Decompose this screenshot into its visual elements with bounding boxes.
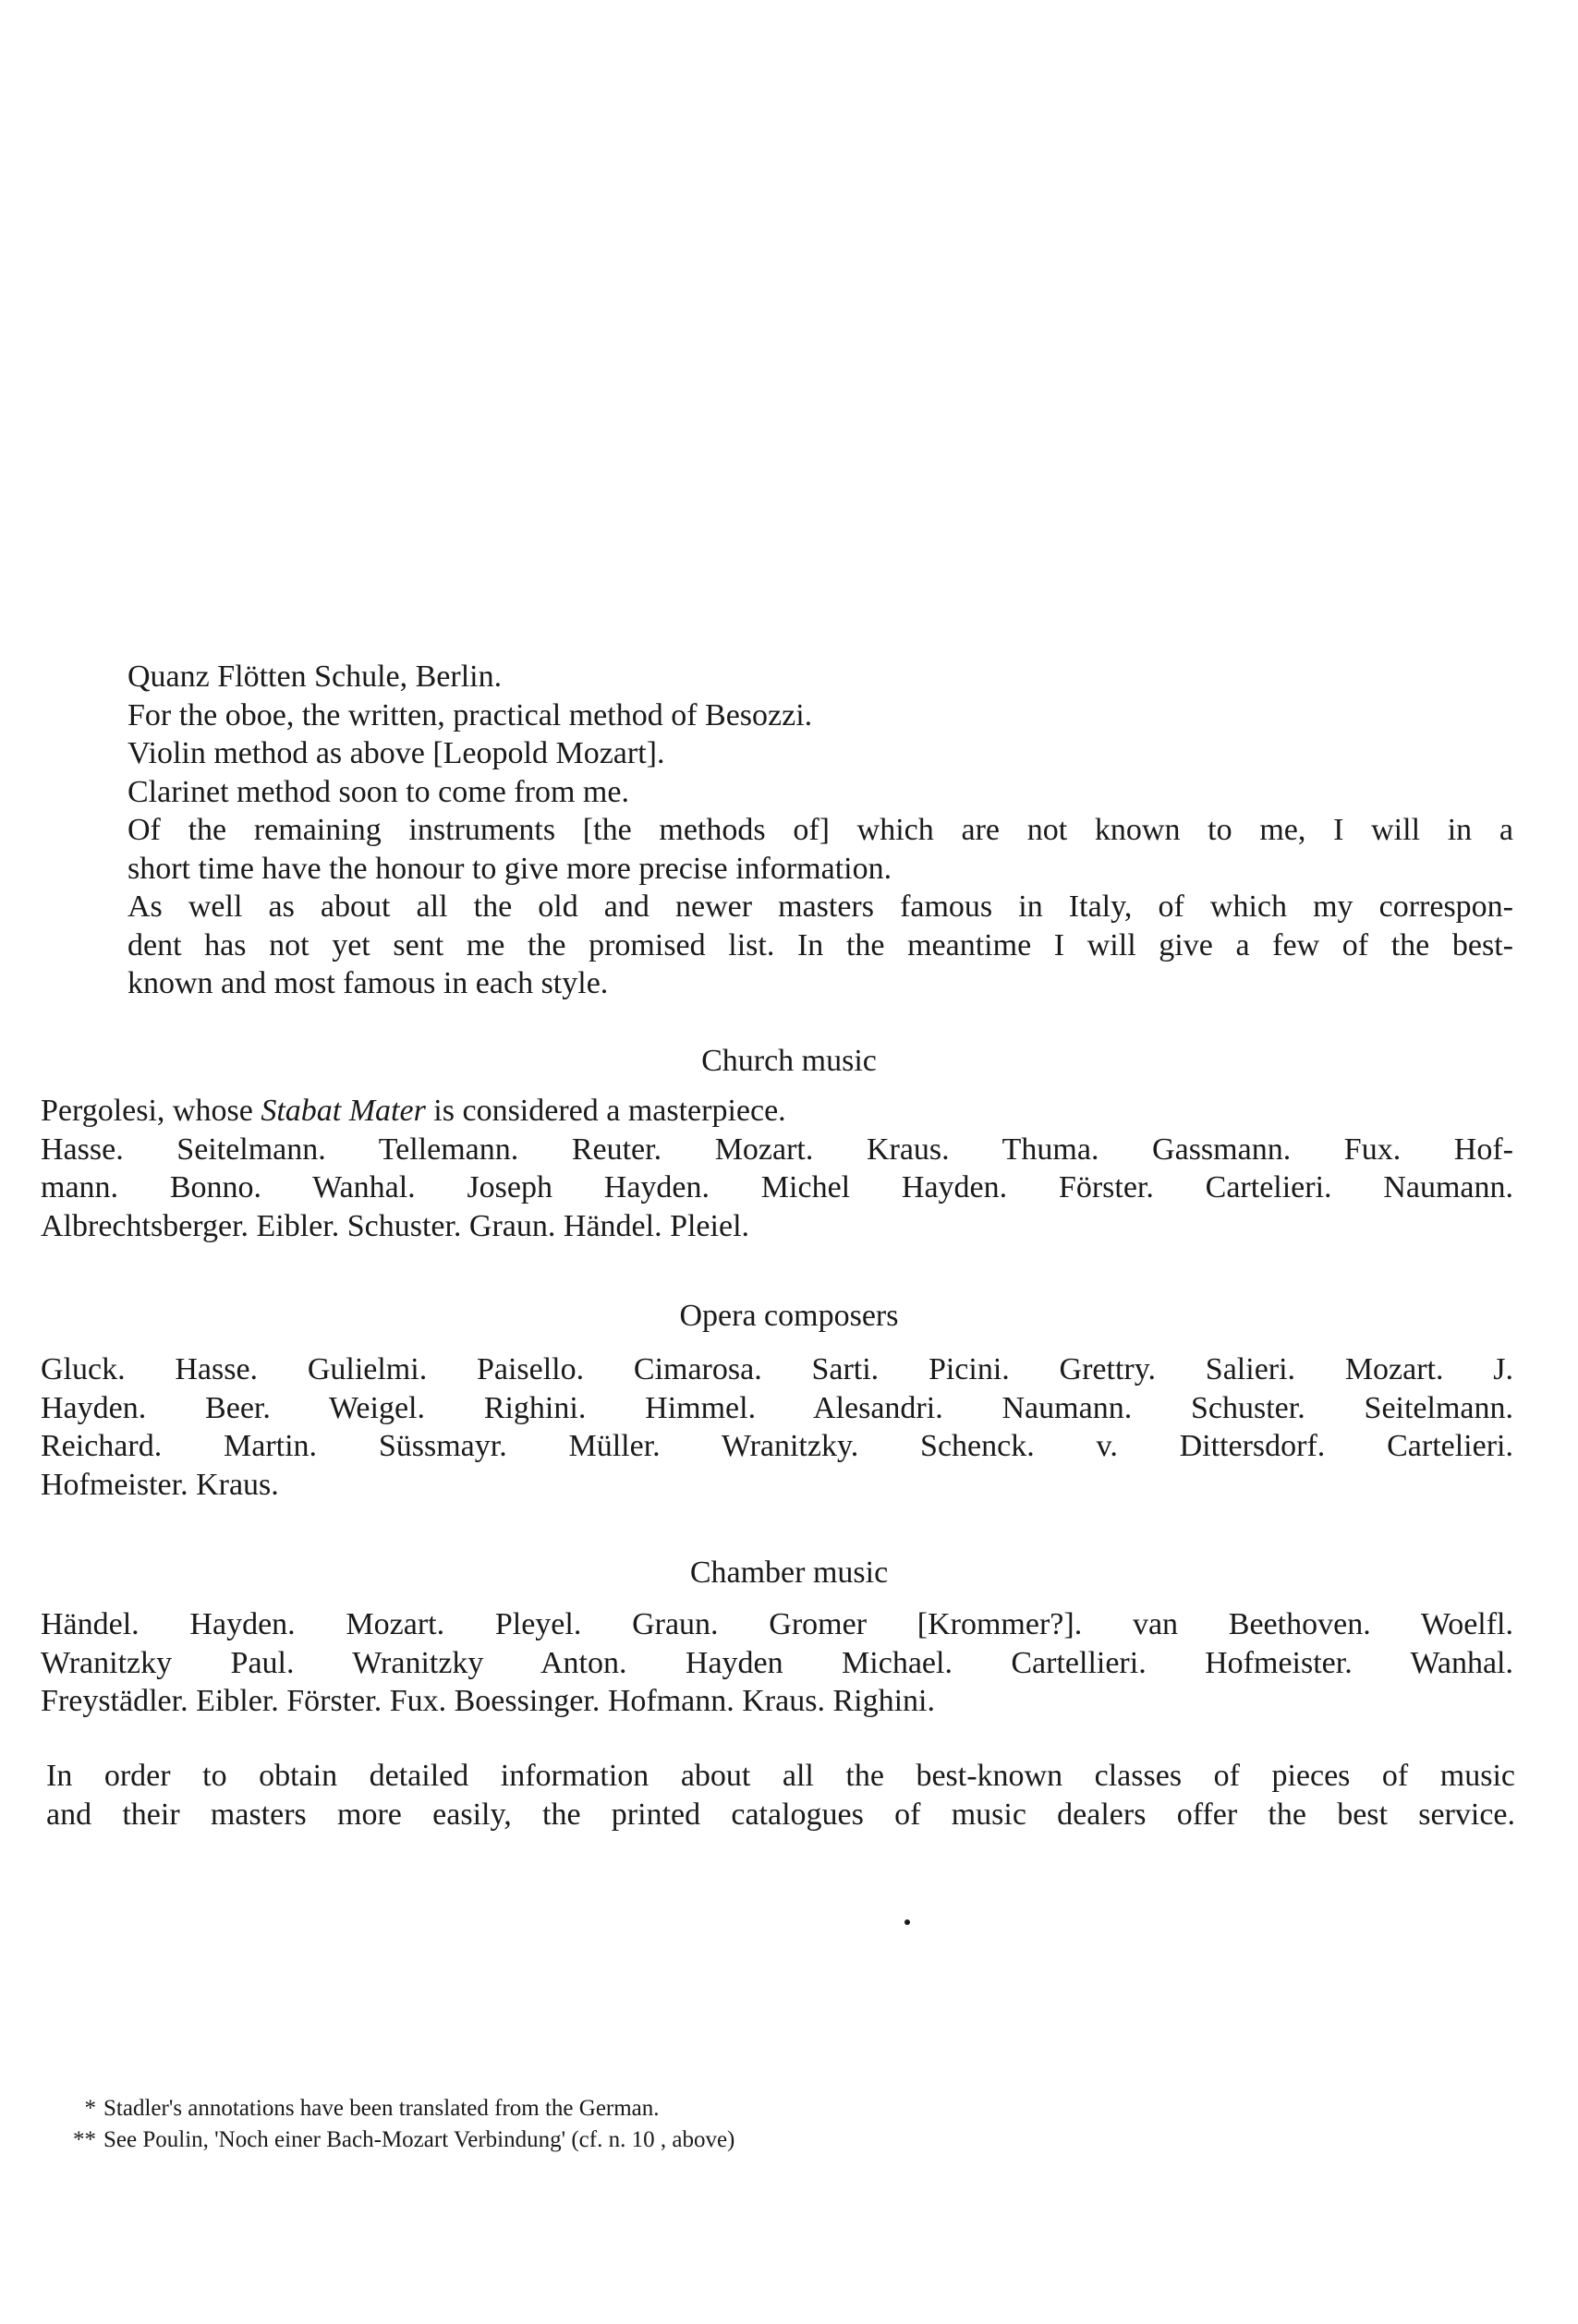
opera-composers-heading: Opera composers [679, 1299, 899, 1333]
footnote [63, 2124, 734, 2156]
church-music-heading: Church music [701, 1044, 877, 1078]
chamber-line: Freystädler. Eibler. Förster. Fux. Boessinger. Hofmann. Kraus. Righini. [41, 1684, 935, 1718]
intro-line: Clarinet method soon to come from me. [127, 774, 629, 809]
opera-line: Reichard. Martin. Süssmayr. Müller. Wranitzky. Schenck. v. Dittersdorf. Cartelieri. [41, 1429, 1513, 1463]
intro-paragraph-line: known and most famous in each style. [127, 966, 609, 1000]
intro-paragraph-line: As well as about all the old and newer masters famous in Italy, of which my correspon- [127, 890, 1513, 924]
intro-paragraph-line: short time have the honour to give more precise information. [127, 851, 892, 886]
intro-paragraph-line: Of the remaining instruments [the methods of] which are not known to me, I will in a [127, 813, 1513, 847]
chamber-line: Händel. Hayden. Mozart. Pleyel. Graun. Gromer [Krommer?]. van Beethoven. Woelfl. [41, 1607, 1513, 1641]
church-line-suffix: is considered a masterpiece. [425, 1094, 786, 1128]
church-music-section [41, 1092, 1513, 1245]
church-line: Albrechtsberger. Eibler. Schuster. Graun. Händel. Pleiel. [41, 1208, 750, 1243]
chamber-music-section [41, 1605, 1513, 1721]
church-line: mann. Bonno. Wanhal. Joseph Hayden. Michel Hayden. Förster. Cartelieri. Naumann. [41, 1170, 1513, 1204]
footnote-mark: * [84, 2096, 96, 2121]
footnote [63, 2093, 734, 2124]
closing-paragraph [46, 1757, 1515, 1834]
opera-line: Gluck. Hasse. Gulielmi. Paisello. Cimarosa. Sarti. Picini. Grettry. Salieri. Mozart. J. [41, 1352, 1513, 1386]
chamber-line: Wranitzky Paul. Wranitzky Anton. Hayden Michael. Cartellieri. Hofmeister. Wanhal. [41, 1645, 1513, 1680]
opera-line: Hayden. Beer. Weigel. Righini. Himmel. Alesandri. Naumann. Schuster. Seitelmann. [41, 1390, 1513, 1425]
opera-line: Hofmeister. Kraus. [41, 1467, 279, 1502]
intro-paragraph-line: dent has not yet sent me the promised list. In the meantime I will give a few of the best- [127, 927, 1513, 962]
church-line: Hasse. Seitelmann. Tellemann. Reuter. Mozart. Kraus. Thuma. Gassmann. Fux. Hof- [41, 1132, 1513, 1167]
church-line [41, 1092, 1513, 1131]
stabat-mater-title: Stabat Mater [261, 1094, 426, 1128]
closing-line: In order to obtain detailed information about all the best-known classes of pieces of music [46, 1759, 1515, 1793]
stray-dot [904, 1919, 910, 1925]
footnote-text: See Poulin, 'Noch einer Bach-Mozart Verbindung' (cf. n. 10 , above) [103, 2127, 735, 2152]
intro-block [127, 658, 1513, 1003]
church-line-prefix: Pergolesi, whose [41, 1094, 261, 1128]
chamber-music-heading: Chamber music [689, 1555, 889, 1590]
footnotes [63, 2093, 734, 2156]
footnote-text: Stadler's annotations have been translated from the German. [103, 2096, 660, 2121]
opera-composers-section [41, 1350, 1513, 1504]
footnote-mark: ** [73, 2127, 96, 2152]
intro-line: For the oboe, the written, practical method of Besozzi. [127, 697, 813, 732]
intro-line: Violin method as above [Leopold Mozart]. [127, 736, 665, 770]
closing-line: and their masters more easily, the printed catalogues of music dealers offer the best service. [46, 1797, 1515, 1832]
intro-line: Quanz Flötten Schule, Berlin. [127, 660, 503, 694]
